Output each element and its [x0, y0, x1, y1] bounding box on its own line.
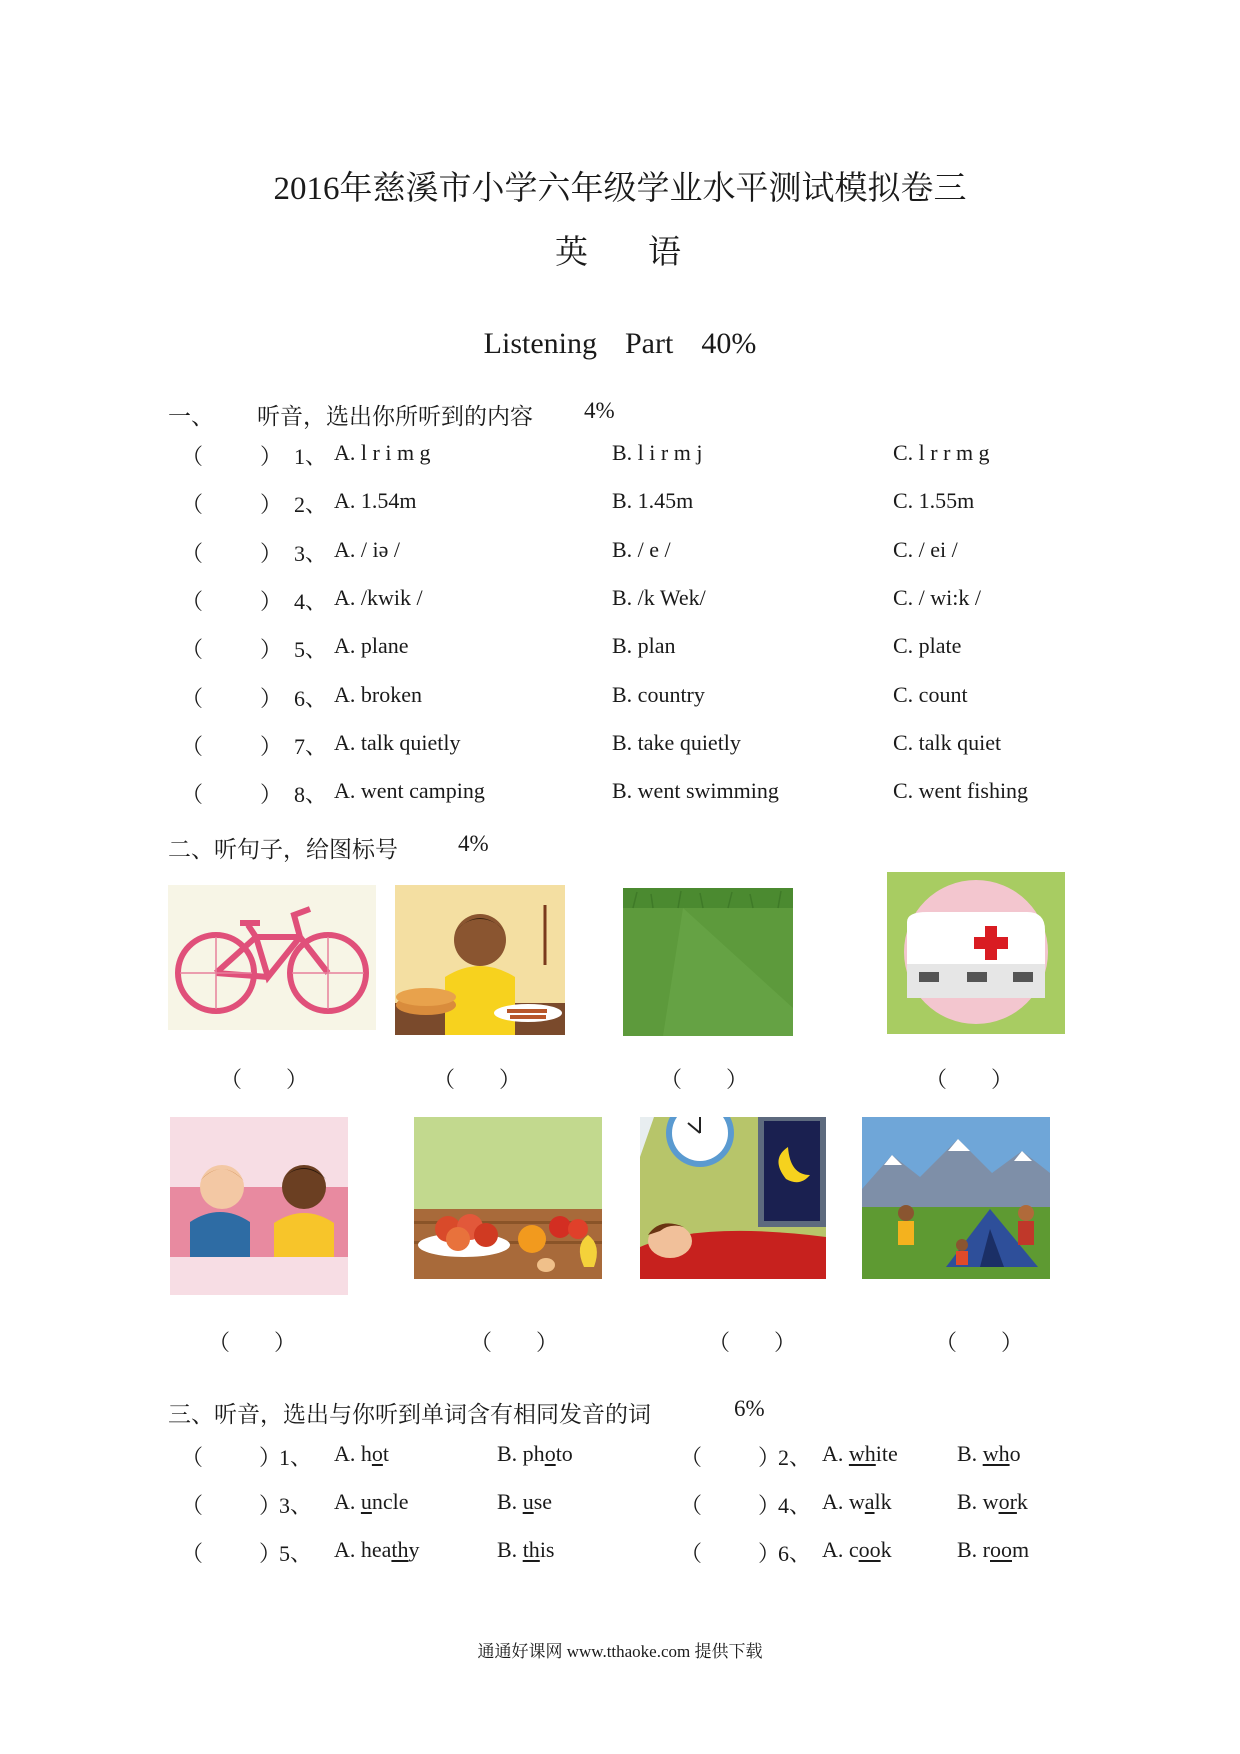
part-name-2: Part [625, 327, 674, 360]
question-number: 4、 [294, 589, 328, 614]
underlined-letters: u [360, 1489, 372, 1514]
grass-picture [623, 888, 793, 1036]
footer-source: 通通好课网 www.tthaoke.com 提供下载 [477, 1642, 763, 1661]
option-b[interactable]: B. went swimming [612, 778, 779, 803]
answer-blank-open[interactable]: （ [181, 444, 204, 469]
word-part: k [880, 1537, 892, 1562]
word-part: A. c [822, 1537, 859, 1562]
word-part: lk [874, 1489, 892, 1514]
word-part: A. hea [334, 1537, 392, 1562]
option-a[interactable]: A. broken [334, 682, 422, 707]
question-number: 3、 [279, 1493, 313, 1518]
boy-sleeping-at-night-picture [640, 1117, 826, 1279]
option-c[interactable]: C. plate [893, 633, 962, 658]
option-b[interactable]: B. take quietly [612, 730, 741, 755]
question-number: 6、 [294, 686, 328, 711]
section1-score: 4% [584, 398, 615, 423]
option-b[interactable] [957, 1537, 1029, 1563]
option-c[interactable]: C. count [893, 682, 968, 707]
word-part: m [1012, 1537, 1030, 1562]
option-b[interactable] [957, 1441, 1021, 1467]
option-b[interactable] [497, 1441, 573, 1467]
answer-blank-close[interactable]: ） [260, 782, 283, 807]
answer-blank-close[interactable]: ） [259, 1541, 282, 1566]
picture-8-blank[interactable]: （ ） [935, 1330, 1024, 1355]
option-a[interactable] [822, 1441, 898, 1467]
option-a[interactable]: A. l r i m g [334, 440, 431, 465]
picture-2-blank[interactable]: （ ） [433, 1067, 522, 1092]
option-b[interactable]: B. / e / [612, 537, 671, 562]
word-part: o [1009, 1441, 1021, 1466]
answer-blank-open[interactable]: （ [181, 1493, 204, 1518]
answer-blank-close[interactable]: ） [259, 1493, 282, 1518]
underlined-letters: a [864, 1489, 875, 1514]
answer-blank-close[interactable]: ） [260, 637, 283, 662]
option-b[interactable]: B. l i r m j [612, 440, 703, 465]
word-part: B. [497, 1537, 523, 1562]
option-a[interactable]: A. / iə / [334, 537, 400, 562]
part-name-1: Listening [483, 327, 597, 360]
option-c[interactable]: C. / wi:k / [893, 585, 982, 610]
answer-blank-open[interactable]: （ [181, 782, 204, 807]
word-part: A. w [822, 1489, 865, 1514]
answer-blank-close[interactable]: ） [260, 734, 283, 759]
question-number: 5、 [279, 1541, 313, 1566]
word-part: ite [875, 1441, 898, 1466]
answer-blank-close[interactable]: ） [758, 1493, 781, 1518]
answer-blank-open[interactable]: （ [181, 589, 204, 614]
answer-blank-open[interactable]: （ [680, 1541, 703, 1566]
question-number: 2、 [778, 1445, 812, 1470]
option-c[interactable]: C. 1.55m [893, 488, 975, 513]
answer-blank-open[interactable]: （ [181, 1541, 204, 1566]
question-number: 1、 [279, 1445, 313, 1470]
part-percent: 40% [701, 327, 757, 360]
option-c[interactable]: C. / ei / [893, 537, 958, 562]
option-b[interactable]: B. /k Wek/ [612, 585, 706, 610]
boy-eating-pancakes-picture [395, 885, 565, 1035]
picture-7-blank[interactable]: （ ） [708, 1330, 797, 1355]
word-part: t [382, 1441, 390, 1466]
question-number: 7、 [294, 734, 328, 759]
underlined-letters: wh [982, 1441, 1010, 1466]
underlined-letters: th [522, 1537, 540, 1562]
subject-title [0, 226, 1240, 273]
section1-number: 一、 [168, 404, 214, 429]
option-a[interactable] [822, 1537, 892, 1563]
option-c[interactable]: C. went fishing [893, 778, 1029, 803]
answer-blank-open[interactable]: （ [181, 541, 204, 566]
word-part: B. w [957, 1489, 999, 1514]
option-b[interactable] [497, 1489, 552, 1515]
answer-blank-open[interactable]: （ [181, 734, 204, 759]
answer-blank-open[interactable]: （ [680, 1445, 703, 1470]
underlined-letters: oo [990, 1537, 1012, 1562]
section2-heading: 二、听句子，给图标号 [168, 837, 398, 862]
section3-score: 6% [734, 1396, 765, 1421]
underlined-letters: th [391, 1537, 409, 1562]
word-part: y [408, 1537, 420, 1562]
family-camping-picture [862, 1117, 1050, 1279]
option-a[interactable]: A. went camping [334, 778, 485, 803]
option-b[interactable]: B. plan [612, 633, 676, 658]
option-a[interactable] [334, 1441, 389, 1467]
bicycle-picture [168, 885, 376, 1030]
answer-blank-close[interactable]: ） [260, 686, 283, 711]
word-part: B. r [957, 1537, 990, 1562]
part-title [0, 327, 1240, 361]
two-boys-talking-picture [170, 1117, 348, 1295]
word-part: A. h [334, 1441, 372, 1466]
option-b[interactable] [497, 1537, 555, 1563]
picture-6-blank[interactable]: （ ） [470, 1330, 559, 1355]
answer-blank-close[interactable]: ） [260, 492, 283, 517]
option-a[interactable] [822, 1489, 892, 1515]
option-a[interactable]: A. 1.54m [334, 488, 417, 513]
question-number: 6、 [778, 1541, 812, 1566]
question-number: 8、 [294, 782, 328, 807]
option-c[interactable]: C. talk quiet [893, 730, 1002, 755]
picture-1-blank[interactable]: （ ） [220, 1067, 309, 1092]
answer-blank-close[interactable]: ） [758, 1541, 781, 1566]
word-part: k [1016, 1489, 1028, 1514]
answer-blank-open[interactable]: （ [181, 492, 204, 517]
picture-3-blank[interactable]: （ ） [660, 1067, 749, 1092]
underlined-letters: u [522, 1489, 534, 1514]
answer-blank-open[interactable]: （ [181, 1445, 204, 1470]
option-a[interactable]: A. plane [334, 633, 409, 658]
underlined-letters: wh [848, 1441, 876, 1466]
answer-blank-close[interactable]: ） [260, 589, 283, 614]
answer-blank-open[interactable]: （ [680, 1493, 703, 1518]
option-a[interactable]: A. talk quietly [334, 730, 461, 755]
subject-char-2: 语 [648, 235, 685, 271]
option-c[interactable]: C. l r r m g [893, 440, 990, 465]
option-b[interactable]: B. country [612, 682, 705, 707]
answer-blank-open[interactable]: （ [181, 637, 204, 662]
word-part: to [555, 1441, 573, 1466]
option-b[interactable]: B. 1.45m [612, 488, 694, 513]
option-a[interactable]: A. /kwik / [334, 585, 423, 610]
question-number: 3、 [294, 541, 328, 566]
answer-blank-open[interactable]: （ [181, 686, 204, 711]
option-a[interactable] [334, 1489, 409, 1515]
question-number: 2、 [294, 492, 328, 517]
picture-4-blank[interactable]: （ ） [925, 1067, 1014, 1092]
word-part: ncle [371, 1489, 409, 1514]
exam-title: 2016年慈溪市小学六年级学业水平测试模拟卷三 [273, 171, 967, 207]
option-b[interactable] [957, 1489, 1028, 1515]
answer-blank-close[interactable]: ） [260, 541, 283, 566]
option-a[interactable] [334, 1537, 420, 1563]
section3-heading: 三、听音，选出与你听到单词含有相同发音的词 [168, 1402, 651, 1427]
fruit-plate-picture [414, 1117, 602, 1279]
question-number: 1、 [294, 444, 328, 469]
underlined-letters: or [998, 1489, 1017, 1514]
subject-char-1: 英 [555, 235, 592, 271]
underlined-letters: o [544, 1441, 556, 1466]
answer-blank-close[interactable]: ） [758, 1445, 781, 1470]
word-part: A. [334, 1489, 361, 1514]
word-part: B. [497, 1489, 523, 1514]
answer-blank-close[interactable]: ） [260, 444, 283, 469]
word-part: is [539, 1537, 555, 1562]
section2-score: 4% [458, 831, 489, 856]
underlined-letters: o [371, 1441, 383, 1466]
question-number: 4、 [778, 1493, 812, 1518]
underlined-letters: oo [858, 1537, 881, 1562]
picture-5-blank[interactable]: （ ） [208, 1330, 297, 1355]
hospital-picture [887, 872, 1065, 1034]
section1-instruction: 听音，选出你所听到的内容 [257, 404, 533, 429]
word-part: B. [957, 1441, 983, 1466]
word-part: B. ph [497, 1441, 545, 1466]
question-number: 5、 [294, 637, 328, 662]
word-part: A. [822, 1441, 849, 1466]
answer-blank-close[interactable]: ） [259, 1445, 282, 1470]
word-part: se [533, 1489, 553, 1514]
